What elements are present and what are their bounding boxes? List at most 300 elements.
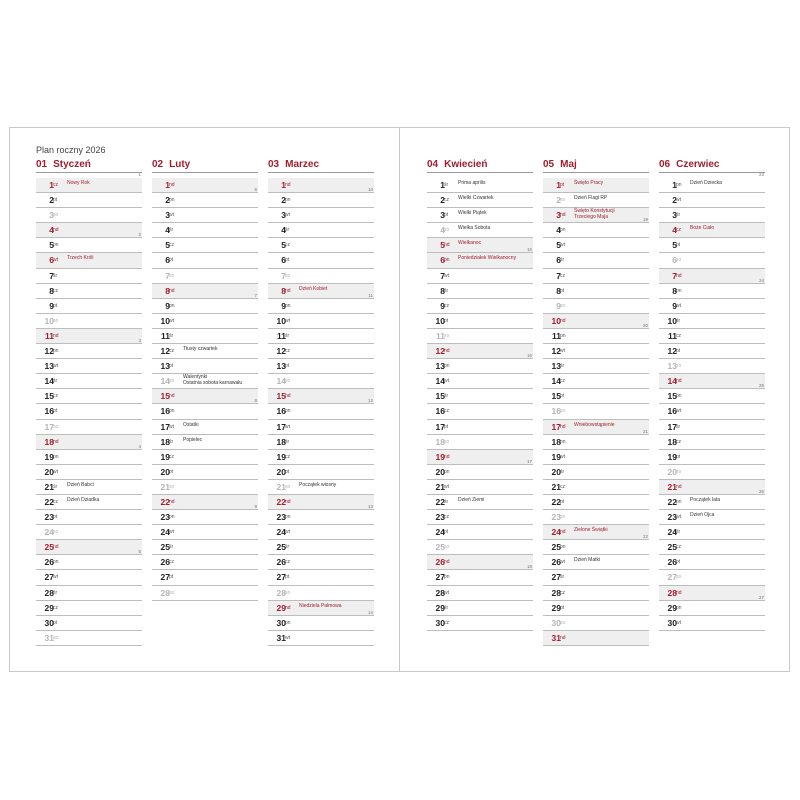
day-row[interactable] <box>36 631 142 646</box>
day-number: 24 <box>667 527 677 538</box>
day-row[interactable] <box>268 314 374 329</box>
day-number: 19 <box>435 451 445 462</box>
weekday-label: cz <box>560 272 565 279</box>
day-row[interactable] <box>36 359 142 374</box>
weekday-label: pn <box>285 197 291 204</box>
day-row[interactable] <box>152 586 258 601</box>
day-number: 5 <box>49 240 54 251</box>
event-label: Poniedziałek Wielkanocny <box>458 255 517 262</box>
day-row[interactable] <box>659 450 765 465</box>
weekday-label: cz <box>285 559 290 566</box>
day-row[interactable] <box>36 435 142 450</box>
day-row[interactable] <box>36 549 142 570</box>
day-number: 10 <box>551 315 561 326</box>
day-row[interactable] <box>268 178 374 193</box>
weekday-label: wt <box>560 453 565 460</box>
month-column <box>36 158 142 646</box>
month-header <box>36 158 142 173</box>
day-number: 24 <box>276 527 286 538</box>
day-number: 14 <box>160 376 170 387</box>
day-row[interactable] <box>659 374 765 389</box>
weekday-label: wt <box>285 317 290 324</box>
day-row[interactable] <box>36 616 142 631</box>
day-row[interactable] <box>543 217 649 238</box>
day-number: 25 <box>276 542 286 553</box>
event-label: Nowy Rok <box>67 180 90 186</box>
day-row[interactable] <box>152 435 258 450</box>
day-number: 10 <box>667 315 677 326</box>
weekday-label: pt <box>285 363 290 370</box>
day-row[interactable] <box>659 344 765 359</box>
weekday-label: cz <box>444 619 449 626</box>
day-row[interactable] <box>543 616 649 631</box>
day-row[interactable] <box>543 534 649 555</box>
day-row[interactable] <box>659 238 765 253</box>
weekday-label: wt <box>444 483 449 490</box>
week-number: 4 <box>138 443 141 449</box>
day-row[interactable] <box>427 404 533 419</box>
week-number: 16 <box>526 353 532 359</box>
day-number: 24 <box>551 527 561 538</box>
day-row[interactable] <box>36 314 142 329</box>
day-row[interactable] <box>36 480 142 495</box>
day-number: 16 <box>160 406 170 417</box>
day-row[interactable] <box>659 510 765 525</box>
day-number: 12 <box>44 346 54 357</box>
weekday-label: nd <box>676 483 682 490</box>
day-row[interactable] <box>427 420 533 435</box>
day-number: 16 <box>435 406 445 417</box>
day-row[interactable] <box>427 353 533 374</box>
day-row[interactable] <box>152 398 258 419</box>
day-row[interactable] <box>427 586 533 601</box>
day-row[interactable] <box>36 586 142 601</box>
day-row[interactable] <box>427 193 533 208</box>
day-row[interactable] <box>36 172 142 193</box>
day-row[interactable] <box>543 238 649 253</box>
weekday-label: so <box>560 619 566 626</box>
day-row[interactable] <box>152 540 258 555</box>
day-row[interactable] <box>152 570 258 585</box>
day-row[interactable] <box>152 329 258 344</box>
day-row[interactable] <box>36 374 142 389</box>
weekday-label: so <box>560 408 566 415</box>
day-number: 18 <box>435 436 445 447</box>
weekday-label: pt <box>560 498 565 505</box>
day-row[interactable] <box>659 383 765 404</box>
weekday-label: pt <box>676 348 681 355</box>
day-row[interactable] <box>543 253 649 268</box>
day-row[interactable] <box>152 344 258 359</box>
day-number: 10 <box>44 315 54 326</box>
day-number: 29 <box>667 602 677 613</box>
day-row[interactable] <box>152 238 258 253</box>
day-row[interactable] <box>659 570 765 585</box>
day-row[interactable] <box>152 187 258 208</box>
day-number: 18 <box>276 436 286 447</box>
weekday-label: wt <box>285 212 290 219</box>
day-row[interactable] <box>268 480 374 495</box>
day-number: 1 <box>165 180 170 190</box>
day-row[interactable] <box>659 208 765 223</box>
day-row[interactable] <box>152 284 258 299</box>
day-number: 30 <box>435 617 445 628</box>
day-number: 11 <box>668 330 677 341</box>
weekday-label: so <box>285 483 291 490</box>
day-row[interactable] <box>543 480 649 495</box>
day-row[interactable] <box>152 420 258 435</box>
day-row[interactable] <box>427 389 533 404</box>
day-row[interactable] <box>36 570 142 585</box>
day-row[interactable] <box>543 428 649 450</box>
day-row[interactable] <box>543 314 649 329</box>
day-row[interactable] <box>36 338 142 359</box>
day-row[interactable] <box>268 208 374 223</box>
day-row[interactable] <box>427 329 533 344</box>
day-row[interactable] <box>427 450 533 465</box>
day-row[interactable] <box>659 420 765 435</box>
day-row[interactable] <box>268 631 374 646</box>
day-number: 26 <box>44 557 54 568</box>
day-number: 3 <box>672 210 677 221</box>
day-row[interactable] <box>268 465 374 480</box>
month-name: Czerwiec <box>676 159 720 170</box>
day-number: 29 <box>276 602 286 613</box>
week-number: 18 <box>526 564 532 570</box>
day-row[interactable] <box>427 495 533 510</box>
day-row[interactable] <box>268 540 374 555</box>
day-number: 11 <box>552 330 561 341</box>
day-row[interactable] <box>427 284 533 299</box>
day-number: 24 <box>435 527 445 538</box>
day-row[interactable] <box>543 359 649 374</box>
day-row[interactable] <box>659 616 765 631</box>
page-fold <box>399 127 400 672</box>
day-number: 2 <box>556 195 561 206</box>
day-row[interactable] <box>268 292 374 314</box>
day-row[interactable] <box>659 329 765 344</box>
day-row[interactable] <box>659 193 765 208</box>
day-row[interactable] <box>543 510 649 525</box>
weekday-label: wt <box>444 589 449 596</box>
day-row[interactable] <box>543 495 649 510</box>
day-row[interactable] <box>152 525 258 540</box>
day-number: 4 <box>49 225 54 236</box>
event-label: Ostatki <box>183 421 199 428</box>
day-number: 31 <box>44 632 54 643</box>
weekday-label: śr <box>285 332 290 339</box>
day-row[interactable] <box>268 495 374 510</box>
day-row[interactable] <box>152 495 258 510</box>
day-number: 14 <box>435 376 445 387</box>
day-number: 26 <box>551 557 561 568</box>
day-row[interactable] <box>152 178 258 193</box>
day-row[interactable] <box>268 344 374 359</box>
day-row[interactable] <box>427 555 533 570</box>
weekday-label: pn <box>444 574 450 581</box>
day-row[interactable] <box>543 631 649 646</box>
day-row[interactable] <box>427 510 533 525</box>
day-row[interactable] <box>427 616 533 631</box>
weekday-label: nd <box>560 634 566 641</box>
day-row[interactable] <box>659 223 765 238</box>
day-row[interactable] <box>36 284 142 299</box>
day-row[interactable] <box>268 586 374 601</box>
day-row[interactable] <box>427 435 533 450</box>
day-row[interactable] <box>36 223 142 238</box>
day-row[interactable] <box>427 601 533 616</box>
day-row[interactable] <box>152 269 258 284</box>
day-number: 26 <box>435 557 445 568</box>
weekday-label: pn <box>169 408 175 415</box>
day-row[interactable] <box>543 420 649 435</box>
event-label: Dzień Ziemi <box>458 496 485 503</box>
weekday-label: nd <box>53 438 59 445</box>
day-row[interactable] <box>659 435 765 450</box>
weekday-label: pt <box>444 317 449 324</box>
day-number: 22 <box>160 496 170 507</box>
day-number: 25 <box>44 542 54 553</box>
day-row[interactable] <box>268 359 374 374</box>
month-name: Styczeń <box>53 159 91 170</box>
day-row[interactable] <box>36 208 142 223</box>
day-row[interactable] <box>36 510 142 525</box>
weekday-label: so <box>444 544 450 551</box>
weekday-label: nd <box>53 544 59 551</box>
day-row[interactable] <box>543 284 649 299</box>
day-row[interactable] <box>36 465 142 480</box>
day-row[interactable] <box>659 299 765 314</box>
day-row[interactable] <box>659 540 765 555</box>
day-number: 15 <box>276 391 286 402</box>
day-row[interactable] <box>152 208 258 223</box>
day-row[interactable] <box>36 232 142 253</box>
weekday-label: pt <box>169 574 174 581</box>
day-row[interactable] <box>36 389 142 404</box>
day-row[interactable] <box>36 404 142 419</box>
day-row[interactable] <box>268 570 374 585</box>
day-number: 23 <box>160 512 170 523</box>
day-row[interactable] <box>427 178 533 193</box>
day-row[interactable] <box>268 187 374 208</box>
day-row[interactable] <box>659 465 765 480</box>
day-row[interactable] <box>152 465 258 480</box>
day-row[interactable] <box>268 269 374 284</box>
day-row[interactable] <box>543 193 649 208</box>
day-number: 12 <box>435 346 445 357</box>
day-row[interactable] <box>427 564 533 585</box>
day-row[interactable] <box>36 495 142 510</box>
day-row[interactable] <box>268 601 374 616</box>
day-row[interactable] <box>659 359 765 374</box>
month-header <box>543 158 649 173</box>
day-number: 13 <box>667 361 677 372</box>
weekday-label: cz <box>676 438 681 445</box>
week-number: 23 <box>758 172 764 177</box>
weekday-label: pn <box>53 348 59 355</box>
weekday-label: so <box>676 574 682 581</box>
day-row[interactable] <box>543 586 649 601</box>
day-number: 10 <box>435 315 445 326</box>
day-row[interactable] <box>36 329 142 344</box>
day-row[interactable] <box>543 389 649 404</box>
event-label: Wielki Piątek <box>458 210 487 217</box>
day-row[interactable] <box>152 389 258 404</box>
day-row[interactable] <box>268 223 374 238</box>
day-row[interactable] <box>543 601 649 616</box>
day-row[interactable] <box>427 208 533 223</box>
day-row[interactable] <box>36 601 142 616</box>
day-row[interactable] <box>152 555 258 570</box>
weekday-label: nd <box>676 378 682 385</box>
day-row[interactable] <box>152 253 258 268</box>
day-row[interactable] <box>268 253 374 268</box>
weekday-label: so <box>169 272 175 279</box>
day-row[interactable] <box>268 504 374 525</box>
day-row[interactable] <box>659 172 765 193</box>
weekday-label: pn <box>444 257 450 264</box>
day-row[interactable] <box>659 586 765 601</box>
event-label: Tłusty czwartek <box>183 346 218 353</box>
day-row[interactable] <box>268 329 374 344</box>
day-row[interactable] <box>543 344 649 359</box>
day-number: 27 <box>160 572 170 583</box>
day-row[interactable] <box>427 238 533 253</box>
day-row[interactable] <box>659 269 765 284</box>
week-number: 26 <box>758 488 764 494</box>
weekday-label: śr <box>444 182 449 188</box>
day-row[interactable] <box>659 555 765 570</box>
day-number: 18 <box>667 436 677 447</box>
weekday-label: pt <box>53 302 58 309</box>
day-number: 15 <box>44 391 54 402</box>
day-row[interactable] <box>543 570 649 585</box>
day-row[interactable] <box>659 314 765 329</box>
day-row[interactable] <box>268 450 374 465</box>
day-row[interactable] <box>427 299 533 314</box>
day-number: 10 <box>276 315 286 326</box>
day-row[interactable] <box>659 488 765 510</box>
day-row[interactable] <box>152 374 258 389</box>
day-row[interactable] <box>427 344 533 359</box>
day-row[interactable] <box>268 398 374 419</box>
day-row[interactable] <box>427 269 533 284</box>
day-row[interactable] <box>543 450 649 465</box>
day-row[interactable] <box>543 465 649 480</box>
day-number: 23 <box>44 512 54 523</box>
day-row[interactable] <box>543 208 649 223</box>
day-row[interactable] <box>427 525 533 540</box>
day-row[interactable] <box>543 299 649 314</box>
day-number: 28 <box>160 587 170 598</box>
day-number: 22 <box>44 496 54 507</box>
day-row[interactable] <box>268 238 374 253</box>
day-row[interactable] <box>36 299 142 314</box>
day-row[interactable] <box>36 443 142 465</box>
month-column <box>427 158 533 631</box>
month-number: 02 <box>152 159 164 170</box>
day-number: 29 <box>44 602 54 613</box>
day-row[interactable] <box>268 389 374 404</box>
day-row[interactable] <box>659 277 765 299</box>
weekday-label: śr <box>560 574 565 581</box>
week-number: 2 <box>138 232 141 238</box>
day-row[interactable] <box>36 420 142 435</box>
weekday-label: cz <box>676 227 681 234</box>
day-row[interactable] <box>427 540 533 555</box>
weekday-label: cz <box>53 604 58 611</box>
day-row[interactable] <box>268 420 374 435</box>
day-row[interactable] <box>543 525 649 540</box>
weekday-label: so <box>285 589 291 596</box>
day-number: 2 <box>165 195 170 206</box>
day-row[interactable] <box>659 404 765 419</box>
day-number: 6 <box>672 255 677 266</box>
day-row[interactable] <box>152 504 258 525</box>
weekday-label: pt <box>285 468 290 475</box>
day-row[interactable] <box>36 525 142 540</box>
day-row[interactable] <box>36 253 142 268</box>
day-row[interactable] <box>427 223 533 238</box>
weekday-label: so <box>169 589 175 596</box>
day-row[interactable] <box>427 374 533 389</box>
day-row[interactable] <box>268 525 374 540</box>
day-row[interactable] <box>427 247 533 268</box>
weekday-label: so <box>53 529 59 536</box>
day-row[interactable] <box>268 609 374 631</box>
event-label: Boże Ciało <box>690 225 715 232</box>
day-number: 8 <box>440 285 445 296</box>
day-row[interactable] <box>659 525 765 540</box>
day-row[interactable] <box>36 193 142 208</box>
day-number: 27 <box>551 572 561 583</box>
day-row[interactable] <box>268 374 374 389</box>
weekday-label: cz <box>169 242 174 249</box>
day-row[interactable] <box>152 480 258 495</box>
day-row[interactable] <box>659 594 765 616</box>
day-row[interactable] <box>268 284 374 299</box>
day-row[interactable] <box>268 555 374 570</box>
day-row[interactable] <box>543 404 649 419</box>
day-row[interactable] <box>36 269 142 284</box>
day-row[interactable] <box>543 269 649 284</box>
day-row[interactable] <box>659 480 765 495</box>
day-row[interactable] <box>427 458 533 480</box>
day-row[interactable] <box>543 374 649 389</box>
day-row[interactable] <box>36 540 142 555</box>
weekday-label: wt <box>53 468 58 475</box>
weekday-label: wt <box>169 423 174 430</box>
weekday-label: śr <box>560 363 565 370</box>
day-row[interactable] <box>152 450 258 465</box>
event-label: Walentynki Ostatnia sobota karnawału <box>183 374 243 386</box>
weekday-label: śr <box>169 544 174 551</box>
day-number: 7 <box>672 270 677 281</box>
day-row[interactable] <box>543 555 649 570</box>
day-row[interactable] <box>268 435 374 450</box>
day-row[interactable] <box>427 314 533 329</box>
day-row[interactable] <box>152 292 258 314</box>
day-row[interactable] <box>152 314 258 329</box>
day-row[interactable] <box>152 359 258 374</box>
day-row[interactable] <box>543 322 649 344</box>
day-row[interactable] <box>659 253 765 268</box>
weekday-label: nd <box>285 182 291 188</box>
weekday-label: so <box>169 378 175 385</box>
day-row[interactable] <box>543 178 649 193</box>
day-row[interactable] <box>152 223 258 238</box>
day-row[interactable] <box>427 480 533 495</box>
